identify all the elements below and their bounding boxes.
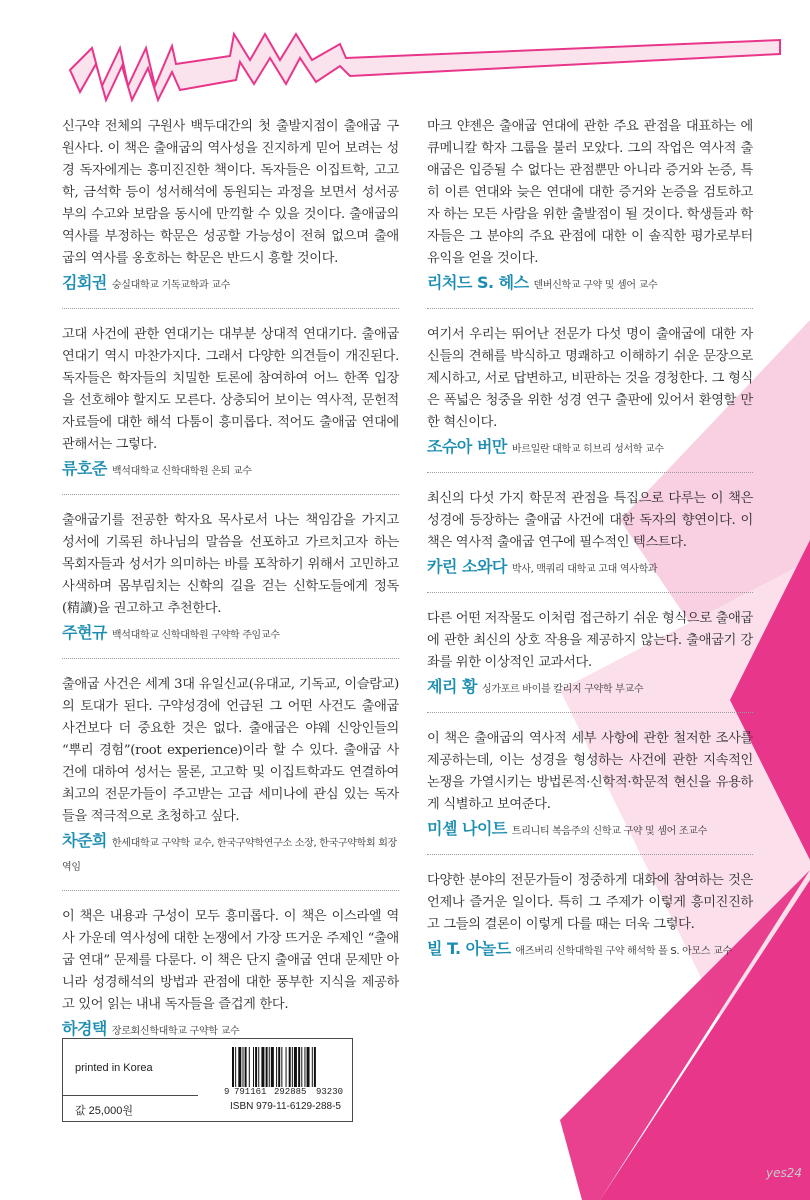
- review-divider: [62, 494, 399, 495]
- barcode-bar: [286, 1047, 287, 1087]
- barcode-bar: [292, 1047, 293, 1087]
- zigzag-ribbon: [70, 34, 780, 100]
- right-column: [427, 116, 753, 974]
- barcode-bar: [266, 1047, 268, 1087]
- review-block: [427, 608, 753, 700]
- barcode-bar: [294, 1047, 297, 1087]
- price-box: [62, 1038, 201, 1122]
- review-author: [427, 938, 753, 962]
- author-title: 싱가포르 바이블 칼리지 구약학 부교수: [481, 684, 644, 695]
- review-text: 최신의 다섯 가지 학문적 관점을 특집으로 다루는 이 책은 성경에 등장하는 출애굽 사건에 대한 독자의 향연이다. 이 책은 역사적 출애굽 연구에 필수적인 텍스트다.: [427, 491, 753, 550]
- review-text: 다양한 분야의 전문가들이 정중하게 대화에 참여하는 것은 언제나 즐거운 일이다. 특히 그 주제가 이렇게 흥미진진하고 그들의 결론이 이렇게 다를 때는 더욱 그렇다.: [427, 873, 753, 932]
- review-text: 신구약 전체의 구원사 백두대간의 첫 출발지점이 출애굽 구원사다. 이 책은 출애굽의 역사성을 진지하게 믿어 보려는 성경 독자에게는 흥미진진한 책이다. 독자들은 이집트학, 고고학, 금석학 등이 성서해석에 동원되는 과정을 보면서 성서공부의 수고와 보람을 동시에 만끽할 수 있을 것이다. 출애굽의 역사를 부정하는 학문은 성공할 가능성이 전혀 없으며 출애굽의 역사를 옹호하는 학문은 반드시 흥할 것이다.: [62, 119, 399, 266]
- isbn-text: ISBN 979-11-6129-288-5: [230, 1101, 341, 1112]
- author-name: 류호준: [62, 459, 107, 478]
- barcode-bar: [304, 1047, 305, 1087]
- barcode-bar: [238, 1047, 241, 1087]
- review-block: [427, 116, 753, 296]
- author-title: 숭실대학교 기독교학과 교수: [111, 280, 230, 291]
- review-text: 마크 얀젠은 출애굽 연대에 관한 주요 관점을 대표하는 에큐메니칼 학자 그룹을 불러 모았다. 그의 작업은 역사적 출애굽은 입증될 수 없다는 관점뿐만 아니라 증거와 논증, 특히 이른 연대와 늦은 연대에 대한 증거와 논증을 검토하고자 하는 모든 사람을 위한 출발점이 될 것이다. 학생들과 학자들은 그 분야의 주요 관점에 대한 이 솔직한 평가로부터 유익을 얻을 것이다.: [427, 119, 753, 266]
- review-block: [62, 674, 399, 878]
- author-title: 백석대학교 신학대학원 구약학 주임교수: [111, 630, 280, 641]
- review-divider: [62, 308, 399, 309]
- review-text: 고대 사건에 관한 연대기는 대부분 상대적 연대기다. 출애굽 연대기 역시 마찬가지다. 그래서 다양한 의견들이 개진된다. 독자들은 학자들의 치밀한 토론에 참여하여 어느 한쪽 입장을 선호해야 할지도 모른다. 상충되어 보이는 역사적, 문헌적 자료들에 대한 해석 다툼이 흥미롭다. 적어도 출애굽 연대에 관해서는 그렇다.: [62, 327, 399, 452]
- review-author: [427, 556, 753, 580]
- review-block: [427, 488, 753, 580]
- author-name: 조슈아 버만: [427, 437, 507, 456]
- author-name: 제리 황: [427, 677, 477, 696]
- review-block: [62, 510, 399, 646]
- review-divider: [427, 472, 753, 473]
- author-title: 덴버신학교 구약 및 셈어 교수: [533, 280, 658, 291]
- watermark: yes24: [766, 1166, 803, 1180]
- barcode-lead-digit: 9: [224, 1087, 230, 1097]
- barcode-bar: [232, 1047, 234, 1087]
- author-title: 애즈버리 신학대학원 구약 해석학 폴 S. 아모스 교수: [515, 946, 732, 957]
- review-divider: [427, 712, 753, 713]
- review-divider: [427, 308, 753, 309]
- barcode-bar: [253, 1047, 254, 1087]
- review-author: [427, 818, 753, 842]
- barcode-bar: [281, 1047, 282, 1087]
- author-title: 바르일란 대학교 히브리 성서학 교수: [511, 444, 664, 455]
- barcode-bar: [235, 1047, 236, 1087]
- barcode-bar: [298, 1047, 300, 1087]
- review-author: [62, 830, 399, 878]
- printed-label: printed in Korea: [75, 1062, 153, 1074]
- price-label: 값 25,000원: [75, 1105, 133, 1117]
- review-block: [427, 728, 753, 842]
- review-divider: [427, 592, 753, 593]
- review-author: [62, 622, 399, 646]
- author-name: 리처드 S. 헤스: [427, 273, 529, 292]
- review-text: 출애굽 사건은 세계 3대 유일신교(유대교, 기독교, 이슬람교)의 토대가 된다. 구약성경에 언급된 그 어떤 사건도 출애굽 사건보다 더 중요한 것은 없다. 출애굽은 야웨 신앙인들의 “뿌리 경험”(root experience)이라 할 수 있다. 출애굽 사건에 대하여 성서는 물론, 고고학 및 이집트학과도 연결하여 최고의 전문가들이 주고받는 고급 세미나에 관심 있는 독자들을 적극적으로 초청하고 싶다.: [62, 677, 399, 824]
- review-author: [427, 272, 753, 296]
- barcode-addon: 93230: [316, 1087, 344, 1097]
- barcode-bar: [258, 1047, 259, 1087]
- barcode-bar: [269, 1047, 270, 1087]
- barcode-bar: [289, 1047, 291, 1087]
- barcode-bar: [245, 1047, 247, 1087]
- review-author: [62, 272, 399, 296]
- barcode-bar: [301, 1047, 302, 1087]
- review-author: [62, 458, 399, 482]
- review-block: [62, 116, 399, 296]
- barcode-bar: [278, 1047, 280, 1087]
- barcode-bar: [271, 1047, 274, 1087]
- review-block: [427, 324, 753, 460]
- barcode-group1: 791161: [234, 1087, 267, 1097]
- price-box-divider: [63, 1095, 200, 1096]
- review-block: [427, 870, 753, 962]
- barcode-bar: [261, 1047, 264, 1087]
- author-title: 트리니티 복음주의 신학교 구약 및 셈어 조교수: [511, 826, 707, 837]
- barcode-bar: [243, 1047, 244, 1087]
- author-title: 장로회신학대학교 구약학 교수: [111, 1026, 240, 1037]
- review-text: 출애굽기를 전공한 학자요 목사로서 나는 책임감을 가지고 성서에 기록된 하나님의 말씀을 선포하고 가르치고자 하는 목회자들과 성서가 의미하는 바를 포착하기 위해서 고민하고 사색하며 몸부림치는 신학의 길을 걷는 신학도들에게 정독(精讀)을 권고하고 추천한다.: [62, 513, 399, 616]
- barcode-bar: [276, 1047, 277, 1087]
- review-author: [427, 436, 753, 460]
- review-block: [62, 906, 399, 1042]
- author-title: 한세대학교 구약학 교수, 한국구약학연구소 소장, 한국구약학회 회장 역임: [62, 838, 397, 873]
- left-column: [62, 116, 399, 1054]
- review-text: 여기서 우리는 뛰어난 전문가 다섯 명이 출애굽에 대한 자신들의 견해를 박식하고 명쾌하고 이해하기 쉬운 문장으로 제시하고, 서로 답변하고, 비판하는 것을 경청한다. 그 형식은 폭넓은 청중을 위한 성경 연구 출판에 있어서 환영할 만한 혁신이다.: [427, 327, 753, 430]
- barcode-group2: 292885: [274, 1087, 307, 1097]
- review-author: [427, 676, 753, 700]
- barcode-bar: [312, 1047, 313, 1087]
- review-divider: [427, 854, 753, 855]
- barcode-bar: [314, 1047, 316, 1087]
- review-divider: [62, 658, 399, 659]
- review-text: 이 책은 내용과 구성이 모두 흥미롭다. 이 책은 이스라엘 역사 가운데 역사성에 대한 논쟁에서 가장 뜨거운 주제인 “출애굽 연대” 문제를 다룬다. 이 책은 단지 출애굽 연대 문제만 아니라 성경해석의 방법과 관점에 대한 풍부한 지식을 제공하고 있어 읽는 내내 독자들을 즐겁게 한다.: [62, 909, 399, 1012]
- review-divider: [62, 890, 399, 891]
- author-title: 백석대학교 신학대학원 은퇴 교수: [111, 466, 252, 477]
- barcode-bar: [307, 1047, 310, 1087]
- review-text: 다른 어떤 저작물도 이처럼 접근하기 쉬운 형식으로 출애굽에 관한 최신의 상호 작용을 제공하지 않는다. 출애굽기 강좌를 위한 이상적인 교과서다.: [427, 611, 753, 670]
- author-name: 주현규: [62, 623, 107, 642]
- barcode-bar: [249, 1047, 250, 1087]
- author-name: 미셸 나이트: [427, 819, 507, 838]
- author-name: 카린 소와다: [427, 557, 507, 576]
- author-name: 김회권: [62, 273, 107, 292]
- author-title: 박사, 맥쿼리 대학교 고대 역사학과: [511, 564, 658, 575]
- barcode-area: [198, 1038, 353, 1122]
- review-text: 이 책은 출애굽의 역사적 세부 사항에 관한 철저한 조사를 제공하는데, 이는 성경을 형성하는 사건에 관한 지속적인 논쟁을 가열시키는 방법론적·신학적·학문적 현신을 유용하게 식별하고 보여준다.: [427, 731, 753, 812]
- author-name: 차준희: [62, 831, 107, 850]
- barcode: [232, 1047, 346, 1087]
- author-name: 하경택: [62, 1019, 107, 1038]
- review-block: [62, 324, 399, 482]
- author-name: 빌 T. 아놀드: [427, 939, 511, 958]
- barcode-bar: [255, 1047, 257, 1087]
